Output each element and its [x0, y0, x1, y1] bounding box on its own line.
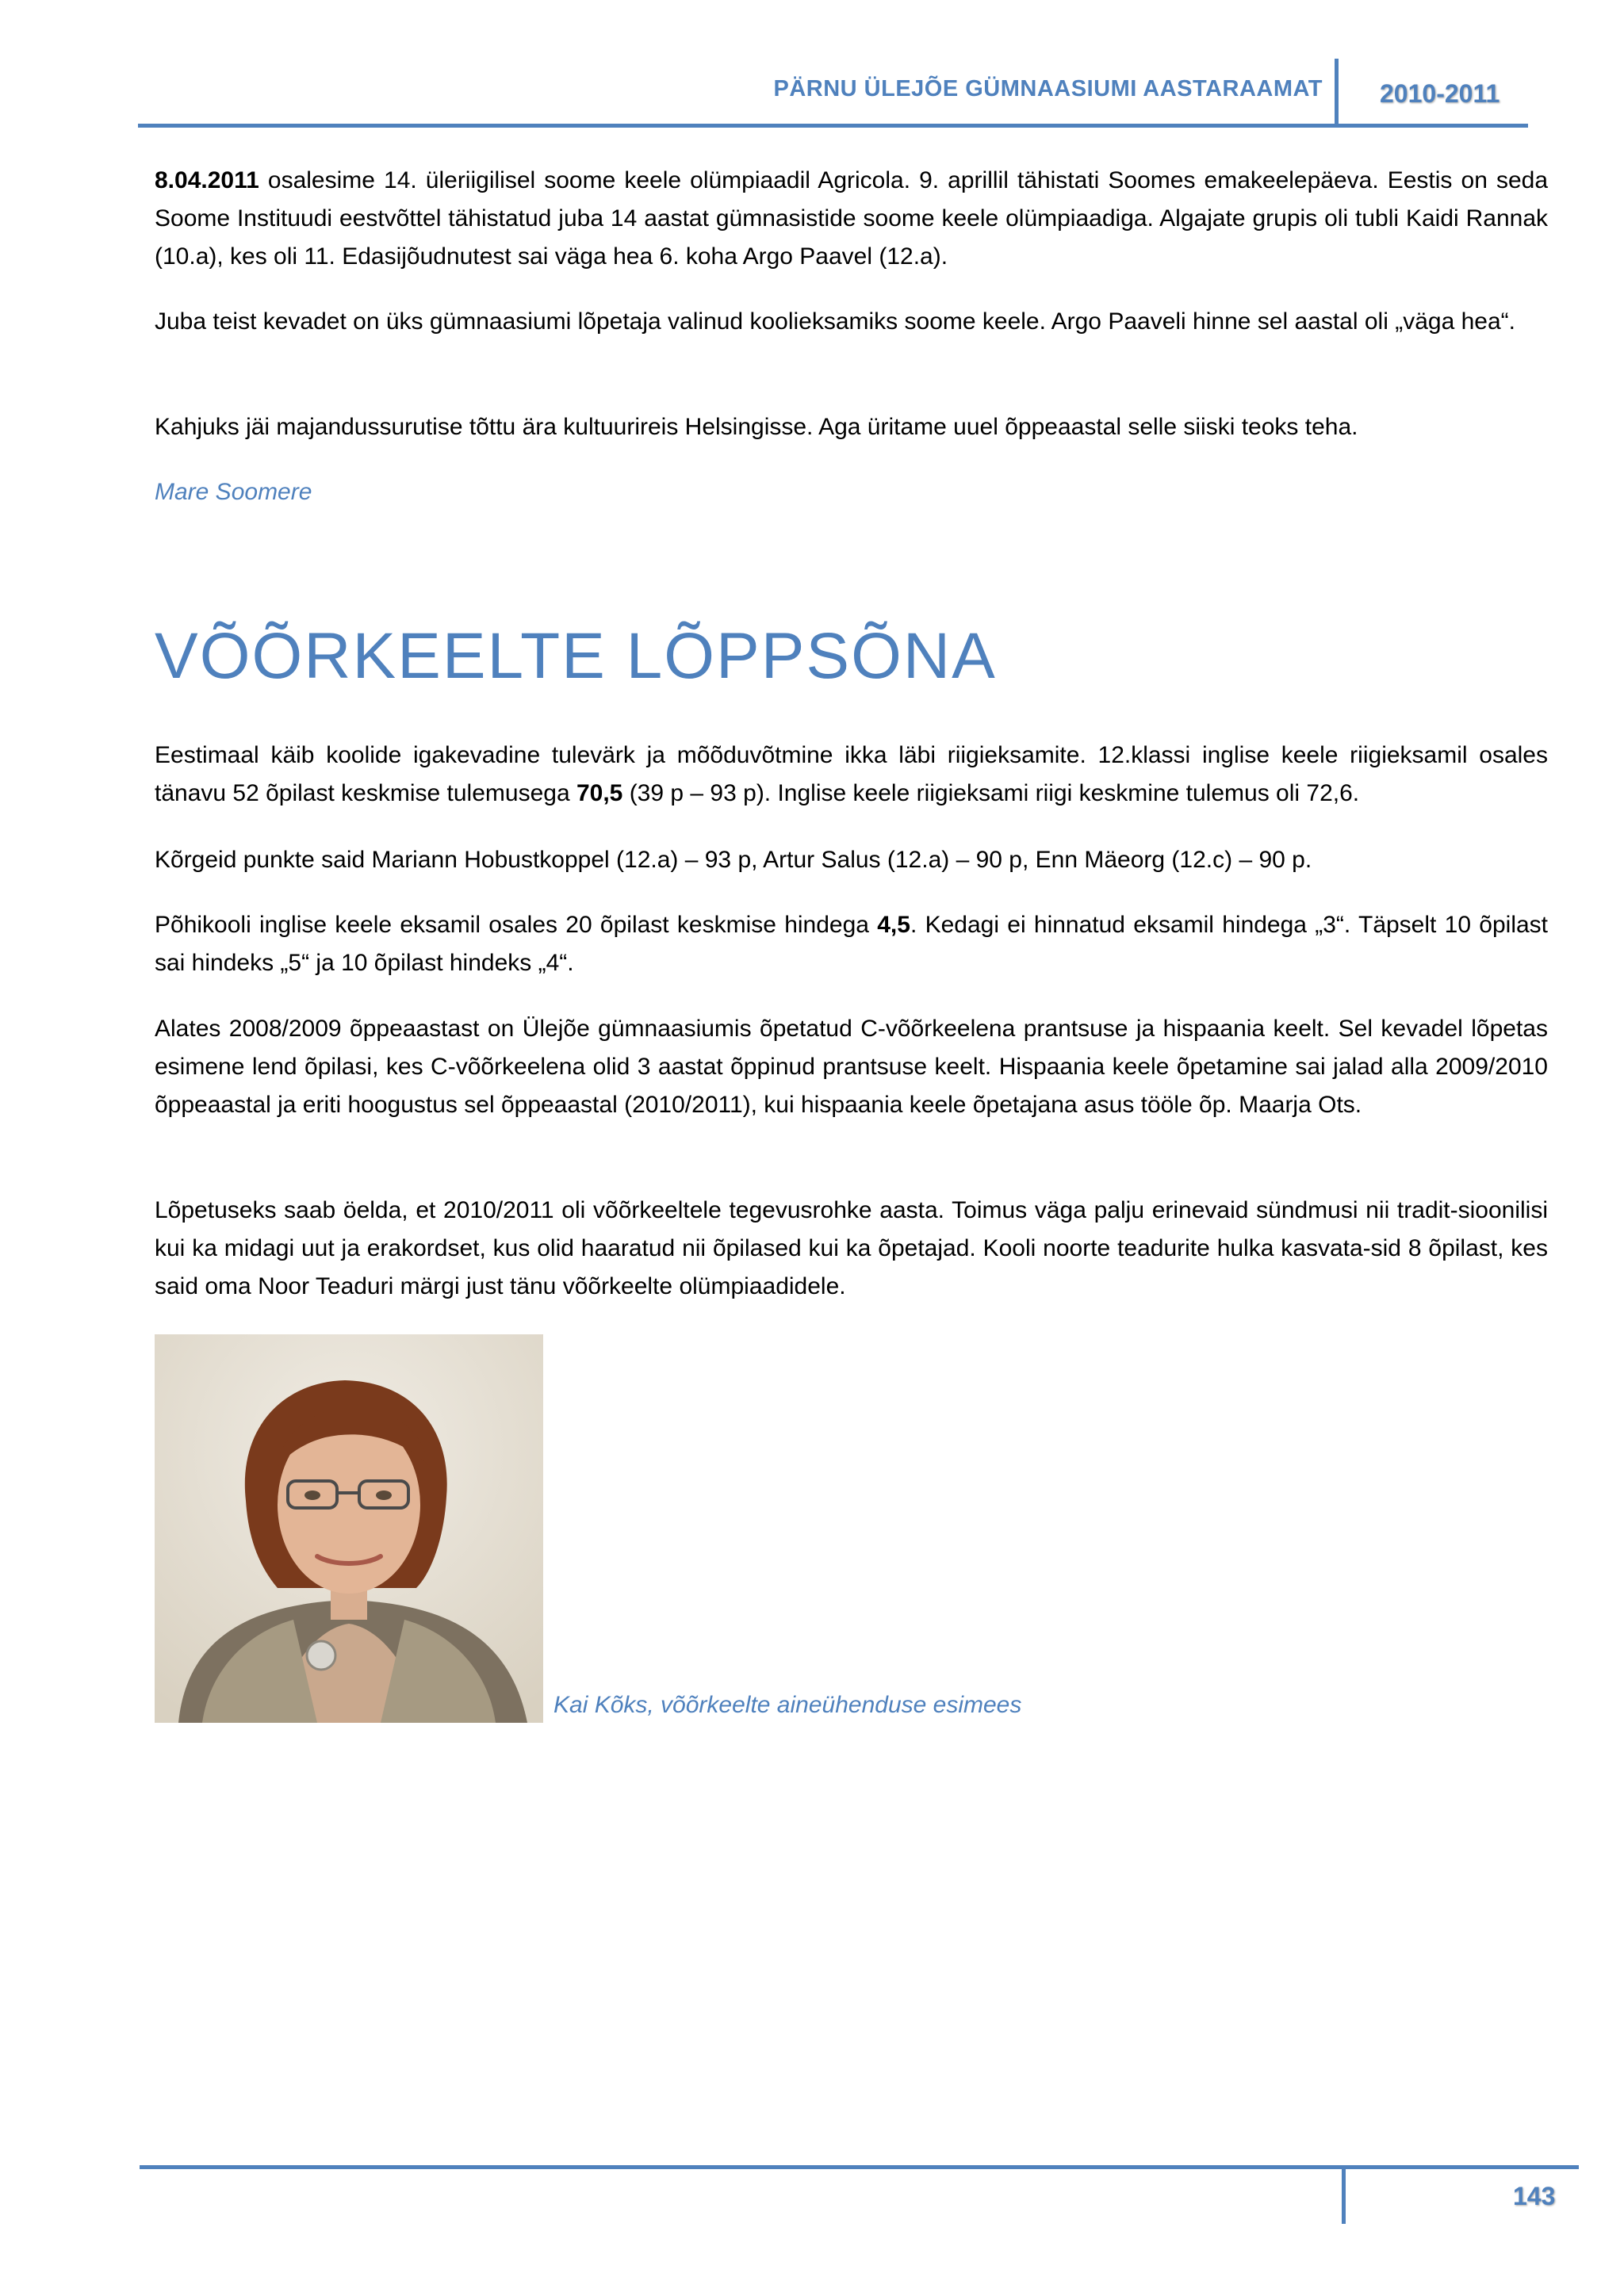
section-paragraph-5: Lõpetuseks saab öelda, et 2010/2011 oli võõrkeeltele tegevusrohke aasta. Toimus väga palju erinevaid sündmusi nii tradit-sioonilisi kui ka midagi uut ja erakordset, kus olid haaratud nii õpilased kui ka õpetajad. Kooli noorte teadurite hulka kasvata-sid 8 õpilast, kes said oma Noor Teaduri märgi just tänu võõrkeelte olümpiaadidele. — [155, 1197, 1548, 1299]
section-paragraph-2: Kõrgeid punkte said Mariann Hobustkoppel (12.a) – 93 p, Artur Salus (12.a) – 90 p, Enn Mäeorg (12.c) – 90 p. — [155, 847, 1312, 873]
section-title: VÕÕRKEELTE LÕPPSÕNA — [155, 620, 997, 692]
intro-paragraph-2: Juba teist kevadet on üks gümnaasiumi lõpetaja valinud koolieksamiks soome keele. Argo Paaveli hinne sel aastal oli „väga hea“. — [155, 308, 1515, 335]
intro-date: 8.04.2011 — [155, 167, 259, 193]
intro-block — [155, 162, 1548, 276]
intro-paragraph-1 — [155, 162, 1548, 276]
section-paragraph-1 — [155, 737, 1548, 813]
header-rule — [138, 124, 1528, 128]
page-number: 143 — [1513, 2182, 1556, 2210]
header-divider — [1335, 59, 1339, 125]
footer-divider — [1342, 2167, 1346, 2224]
running-header-year: 2010-2011 — [1380, 79, 1500, 108]
section-paragraph-1-text-a: Eestimaal käib koolide igakevadine tulevärk ja mõõduvõtmine ikka läbi riigieksamite. 12.klassi inglise keele riigieksamil osales tänavu 52 õpilast keskmise tulemusega — [155, 742, 1548, 806]
section-paragraph-3-text-b: . Kedagi ei hinnatud eksamil hindega „3“. Täpselt 10 õpilast sai hindeks „5“ ja 10 õpilast hindeks „4“. — [155, 912, 1548, 976]
intro-signature: Mare Soomere — [155, 479, 312, 505]
section-paragraph-1-text-b: (39 p – 93 p). Inglise keele riigieksami riigi keskmine tulemus oli 72,6. — [622, 780, 1360, 806]
section-paragraph-3-bold: 4,5 — [877, 912, 910, 938]
running-header-title: PÄRNU ÜLEJÕE GÜMNAASIUMI AASTARAAMAT — [773, 76, 1323, 101]
intro-paragraph-1-text: osalesime 14. üleriigilisel soome keele olümpiaadil Agricola. 9. aprillil tähistati Soomes emakeelepäeva. Eestis on seda Soome Instituudi eestvõttel tähistatud juba 14 aastat gümnasistide soome keele olümpiaadiga. Algajate grupis oli tubli Kaidi Rannak (10.a), kes oli 11. Edasijõudnutest sai väga hea 6. koha Argo Paavel (12.a). — [155, 167, 1548, 270]
photo-caption: Kai Kõks, võõrkeelte aineühenduse esimees — [553, 1692, 1022, 1718]
portrait-photo — [155, 1334, 543, 1723]
section-paragraph-3-text-a: Põhikooli inglise keele eksamil osales 20 õpilast keskmise hindega — [155, 912, 878, 938]
section-paragraph-3 — [155, 906, 1548, 982]
section-paragraph-4: Alates 2008/2009 õppeaastast on Ülejõe gümnaasiumis õpetatud C-võõrkeelena prantsuse ja hispaania keelt. Sel kevadel lõpetas esimene lend õpilasi, kes C-võõrkeelena olid 3 aastat õppinud prantsuse keelt. Hispaania keele õpetamine sai jalad alla 2009/2010 õppeaastal ja eriti hoogustus sel õppeaastal (2010/2011), kui hispaania keele õpetajana asus tööle õp. Maarja Ots. — [155, 1016, 1548, 1118]
intro-paragraph-3: Kahjuks jäi majandussurutise tõttu ära kultuurireis Helsingisse. Aga üritame uuel õppeaastal selle siiski teoks teha. — [155, 414, 1358, 440]
footer-rule — [140, 2165, 1579, 2169]
section-paragraph-1-bold: 70,5 — [576, 780, 623, 806]
